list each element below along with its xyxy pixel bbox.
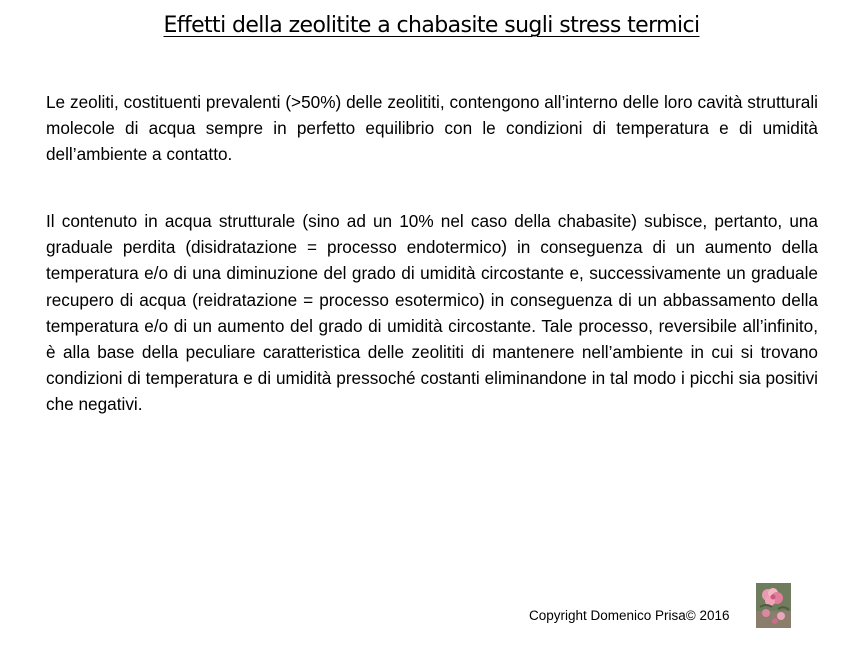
copyright-notice: Copyright Domenico Prisa© 2016: [529, 608, 730, 623]
pink-flower-photo-icon: [756, 583, 791, 628]
paragraph-contenuto-acqua: Il contenuto in acqua strutturale (sino ad un 10% nel caso della chabasite) subisce, pertanto, una graduale perdita (disidratazione = processo endotermico) in conseguenza di un aumento della temperatura e/o di una diminuzione del grado di umidità circostante e, successivamente un graduale recupero di acqua (reidratazione = processo esotermico) in conseguenza di un abbassamento della temperatura e/o di un aumento del grado di umidità circostante. Tale processo, reversibile all’infinito, è alla base della peculiare caratteristica delle zeolititi di mantenere nell’ambiente in cui si trovano condizioni di temperatura e di umidità pressoché costanti eliminandone in tal modo i picchi sia positivi che negativi.: [46, 211, 818, 415]
slide-title: Effetti della zeolitite a chabasite sugli stress termici: [163, 13, 700, 38]
paragraph-zeoliti: Le zeoliti, costituenti prevalenti (>50%) delle zeolititi, contengono all’interno delle loro cavità strutturali molecole di acqua sempre in perfetto equilibrio con le condizioni di temperatura e di umidità dell’ambiente a contatto.: [46, 92, 818, 165]
